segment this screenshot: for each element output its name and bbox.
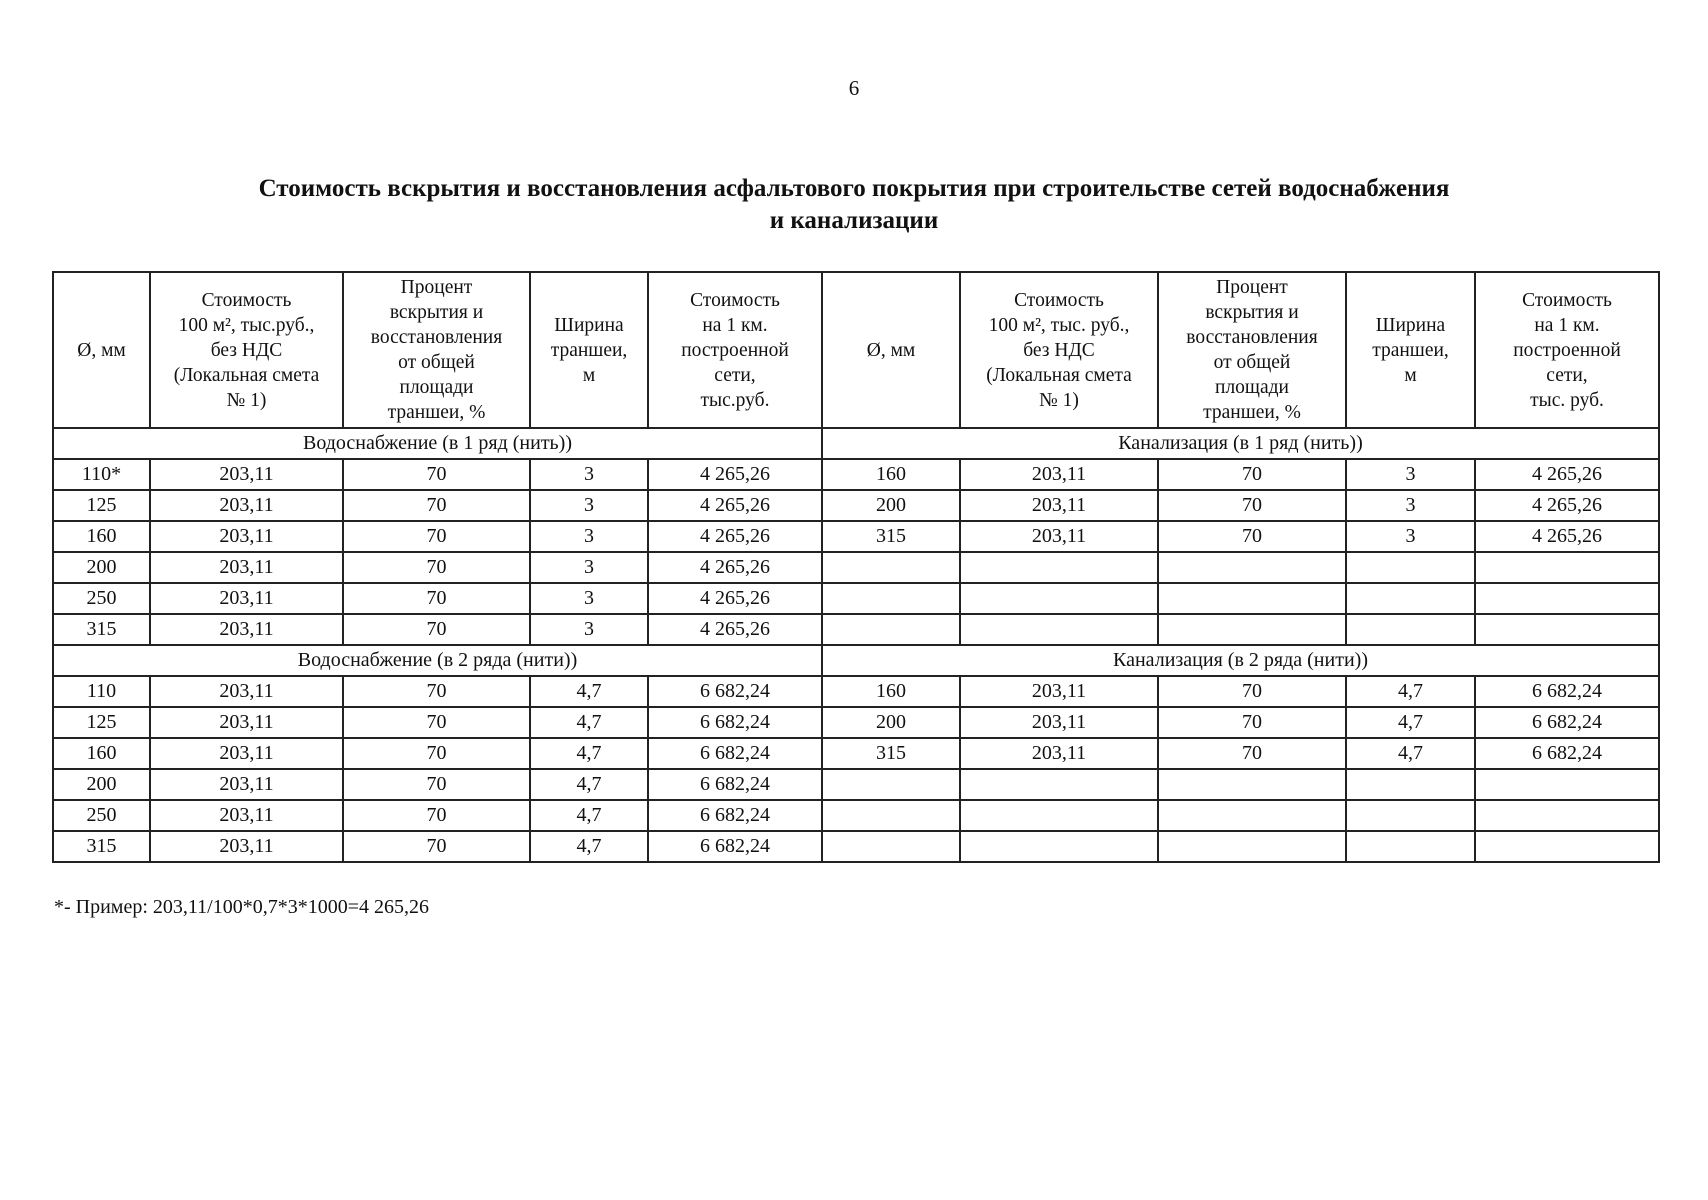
table-cell: 200 — [822, 490, 960, 521]
table-cell: 203,11 — [960, 738, 1158, 769]
table-cell: 200 — [822, 707, 960, 738]
column-header: Процент вскрытия и восстановления от общей площади траншеи, % — [343, 272, 530, 428]
table-cell — [960, 583, 1158, 614]
table-cell: 3 — [530, 614, 648, 645]
table-cell: 4,7 — [530, 800, 648, 831]
table-cell: 3 — [1346, 490, 1475, 521]
table-cell: 70 — [1158, 676, 1346, 707]
table-cell: 6 682,24 — [648, 676, 822, 707]
table-cell: 203,11 — [150, 738, 343, 769]
table-cell: 70 — [343, 738, 530, 769]
table-cell: 4,7 — [1346, 738, 1475, 769]
section-row — [53, 645, 1659, 676]
cost-table — [52, 271, 1660, 863]
section-title-water: Водоснабжение (в 1 ряд (нить)) — [53, 428, 822, 459]
table-cell: 3 — [530, 521, 648, 552]
table-cell: 160 — [822, 676, 960, 707]
table-cell: 6 682,24 — [648, 831, 822, 862]
table-body — [53, 428, 1659, 862]
table-cell: 250 — [53, 583, 150, 614]
table-cell: 203,11 — [150, 459, 343, 490]
table-cell: 203,11 — [150, 769, 343, 800]
table-cell — [960, 614, 1158, 645]
table-cell: 315 — [822, 738, 960, 769]
table-cell — [1158, 800, 1346, 831]
table-cell: 203,11 — [150, 614, 343, 645]
table-cell: 6 682,24 — [648, 800, 822, 831]
table-cell: 4,7 — [530, 831, 648, 862]
table-cell: 4,7 — [530, 769, 648, 800]
table-cell: 3 — [530, 490, 648, 521]
table-row — [53, 521, 1659, 552]
table-cell: 110 — [53, 676, 150, 707]
column-header: Ширина траншеи, м — [530, 272, 648, 428]
column-header: Стоимость на 1 км. построенной сети, тыс. руб. — [1475, 272, 1659, 428]
table-cell: 4 265,26 — [1475, 521, 1659, 552]
table-cell — [960, 831, 1158, 862]
column-header: Ø, мм — [822, 272, 960, 428]
table-cell: 70 — [1158, 521, 1346, 552]
table-cell — [1346, 769, 1475, 800]
table-row — [53, 831, 1659, 862]
table-cell: 4 265,26 — [648, 614, 822, 645]
column-header: Ширина траншеи, м — [1346, 272, 1475, 428]
table-cell — [1158, 769, 1346, 800]
table-cell: 4 265,26 — [648, 459, 822, 490]
table-cell: 70 — [1158, 738, 1346, 769]
table-cell: 203,11 — [960, 490, 1158, 521]
table-cell: 203,11 — [960, 459, 1158, 490]
table-row — [53, 552, 1659, 583]
table-cell: 4 265,26 — [648, 552, 822, 583]
table-cell: 125 — [53, 707, 150, 738]
table-cell: 4 265,26 — [648, 490, 822, 521]
column-header: Стоимость на 1 км. построенной сети, тыс.руб. — [648, 272, 822, 428]
table-cell: 6 682,24 — [648, 707, 822, 738]
table-cell — [822, 614, 960, 645]
table-cell — [822, 552, 960, 583]
table-cell: 203,11 — [960, 521, 1158, 552]
table-cell: 70 — [343, 769, 530, 800]
table-cell: 3 — [1346, 459, 1475, 490]
table-cell: 70 — [343, 521, 530, 552]
table-cell: 160 — [822, 459, 960, 490]
footnote: *- Пример: 203,11/100*0,7*3*1000=4 265,26 — [54, 896, 429, 918]
table-cell — [1475, 552, 1659, 583]
table-cell: 200 — [53, 552, 150, 583]
table-row — [53, 707, 1659, 738]
table-cell: 203,11 — [150, 831, 343, 862]
table-cell: 4,7 — [530, 707, 648, 738]
table-cell — [1475, 614, 1659, 645]
table-cell: 6 682,24 — [648, 738, 822, 769]
column-header: Стоимость 100 м², тыс. руб., без НДС (Локальная смета № 1) — [960, 272, 1158, 428]
table-cell — [1158, 614, 1346, 645]
table-cell — [960, 769, 1158, 800]
table-cell: 3 — [530, 583, 648, 614]
table-cell: 110* — [53, 459, 150, 490]
table-cell: 4,7 — [1346, 707, 1475, 738]
table-cell: 6 682,24 — [1475, 676, 1659, 707]
table-cell — [1346, 831, 1475, 862]
section-title-sewer: Канализация (в 2 ряда (нити)) — [822, 645, 1659, 676]
table-cell: 70 — [343, 831, 530, 862]
table-row — [53, 614, 1659, 645]
section-title-sewer: Канализация (в 1 ряд (нить)) — [822, 428, 1659, 459]
table-cell: 6 682,24 — [1475, 738, 1659, 769]
table-cell — [1158, 583, 1346, 614]
document-title-line-2: и канализации — [769, 207, 939, 234]
column-header: Процент вскрытия и восстановления от общей площади траншеи, % — [1158, 272, 1346, 428]
table-cell: 70 — [343, 707, 530, 738]
table-cell: 70 — [1158, 459, 1346, 490]
table-row — [53, 769, 1659, 800]
table-cell — [960, 800, 1158, 831]
table-cell: 70 — [343, 490, 530, 521]
table-cell — [822, 583, 960, 614]
table-cell — [1158, 831, 1346, 862]
table-cell: 70 — [1158, 490, 1346, 521]
column-header: Стоимость 100 м², тыс.руб., без НДС (Локальная смета № 1) — [150, 272, 343, 428]
table-cell — [1475, 831, 1659, 862]
table-cell — [1346, 800, 1475, 831]
table-cell: 3 — [1346, 521, 1475, 552]
table-cell: 203,11 — [150, 583, 343, 614]
table-cell: 4 265,26 — [1475, 490, 1659, 521]
table-cell: 70 — [343, 676, 530, 707]
table-cell: 4 265,26 — [648, 583, 822, 614]
table-cell: 70 — [1158, 707, 1346, 738]
document-title-line-1: Стоимость вскрытия и восстановления асфальтового покрытия при строительстве сетей водоснабжения — [258, 175, 1450, 202]
table-cell: 203,11 — [150, 676, 343, 707]
section-row — [53, 428, 1659, 459]
table-cell: 203,11 — [150, 707, 343, 738]
table-cell — [1475, 769, 1659, 800]
table-cell: 125 — [53, 490, 150, 521]
table-cell — [822, 800, 960, 831]
table-cell: 3 — [530, 552, 648, 583]
table-cell — [1475, 800, 1659, 831]
table-cell: 70 — [343, 800, 530, 831]
table-row — [53, 583, 1659, 614]
table-cell — [1158, 552, 1346, 583]
table-cell: 70 — [343, 459, 530, 490]
table-cell — [1346, 614, 1475, 645]
table-cell: 4,7 — [530, 676, 648, 707]
table-cell: 6 682,24 — [648, 769, 822, 800]
table-cell — [822, 831, 960, 862]
table-cell: 200 — [53, 769, 150, 800]
table-cell — [1346, 552, 1475, 583]
table-cell: 203,11 — [960, 707, 1158, 738]
table-cell: 70 — [343, 583, 530, 614]
table-cell: 6 682,24 — [1475, 707, 1659, 738]
table-cell: 4,7 — [1346, 676, 1475, 707]
table-row — [53, 459, 1659, 490]
section-title-water: Водоснабжение (в 2 ряда (нити)) — [53, 645, 822, 676]
table-cell: 160 — [53, 738, 150, 769]
table-cell: 4 265,26 — [648, 521, 822, 552]
table-cell: 4 265,26 — [1475, 459, 1659, 490]
table-cell: 70 — [343, 552, 530, 583]
table-cell — [1475, 583, 1659, 614]
page-number: 6 — [848, 76, 860, 100]
table-cell: 4,7 — [530, 738, 648, 769]
table-cell: 203,11 — [150, 521, 343, 552]
table-cell: 70 — [343, 614, 530, 645]
table-cell: 250 — [53, 800, 150, 831]
table-cell — [1346, 583, 1475, 614]
document-title — [120, 173, 1588, 237]
table-row — [53, 490, 1659, 521]
table-row — [53, 738, 1659, 769]
table-cell — [960, 552, 1158, 583]
table-header-row — [53, 272, 1659, 428]
table-cell: 3 — [530, 459, 648, 490]
table-row — [53, 800, 1659, 831]
table-cell: 315 — [822, 521, 960, 552]
table-row — [53, 676, 1659, 707]
table-cell: 315 — [53, 831, 150, 862]
table-cell: 160 — [53, 521, 150, 552]
table-cell: 203,11 — [150, 490, 343, 521]
table-cell — [822, 769, 960, 800]
table-cell: 203,11 — [960, 676, 1158, 707]
table-cell: 203,11 — [150, 552, 343, 583]
table-cell: 315 — [53, 614, 150, 645]
table-cell: 203,11 — [150, 800, 343, 831]
column-header: Ø, мм — [53, 272, 150, 428]
